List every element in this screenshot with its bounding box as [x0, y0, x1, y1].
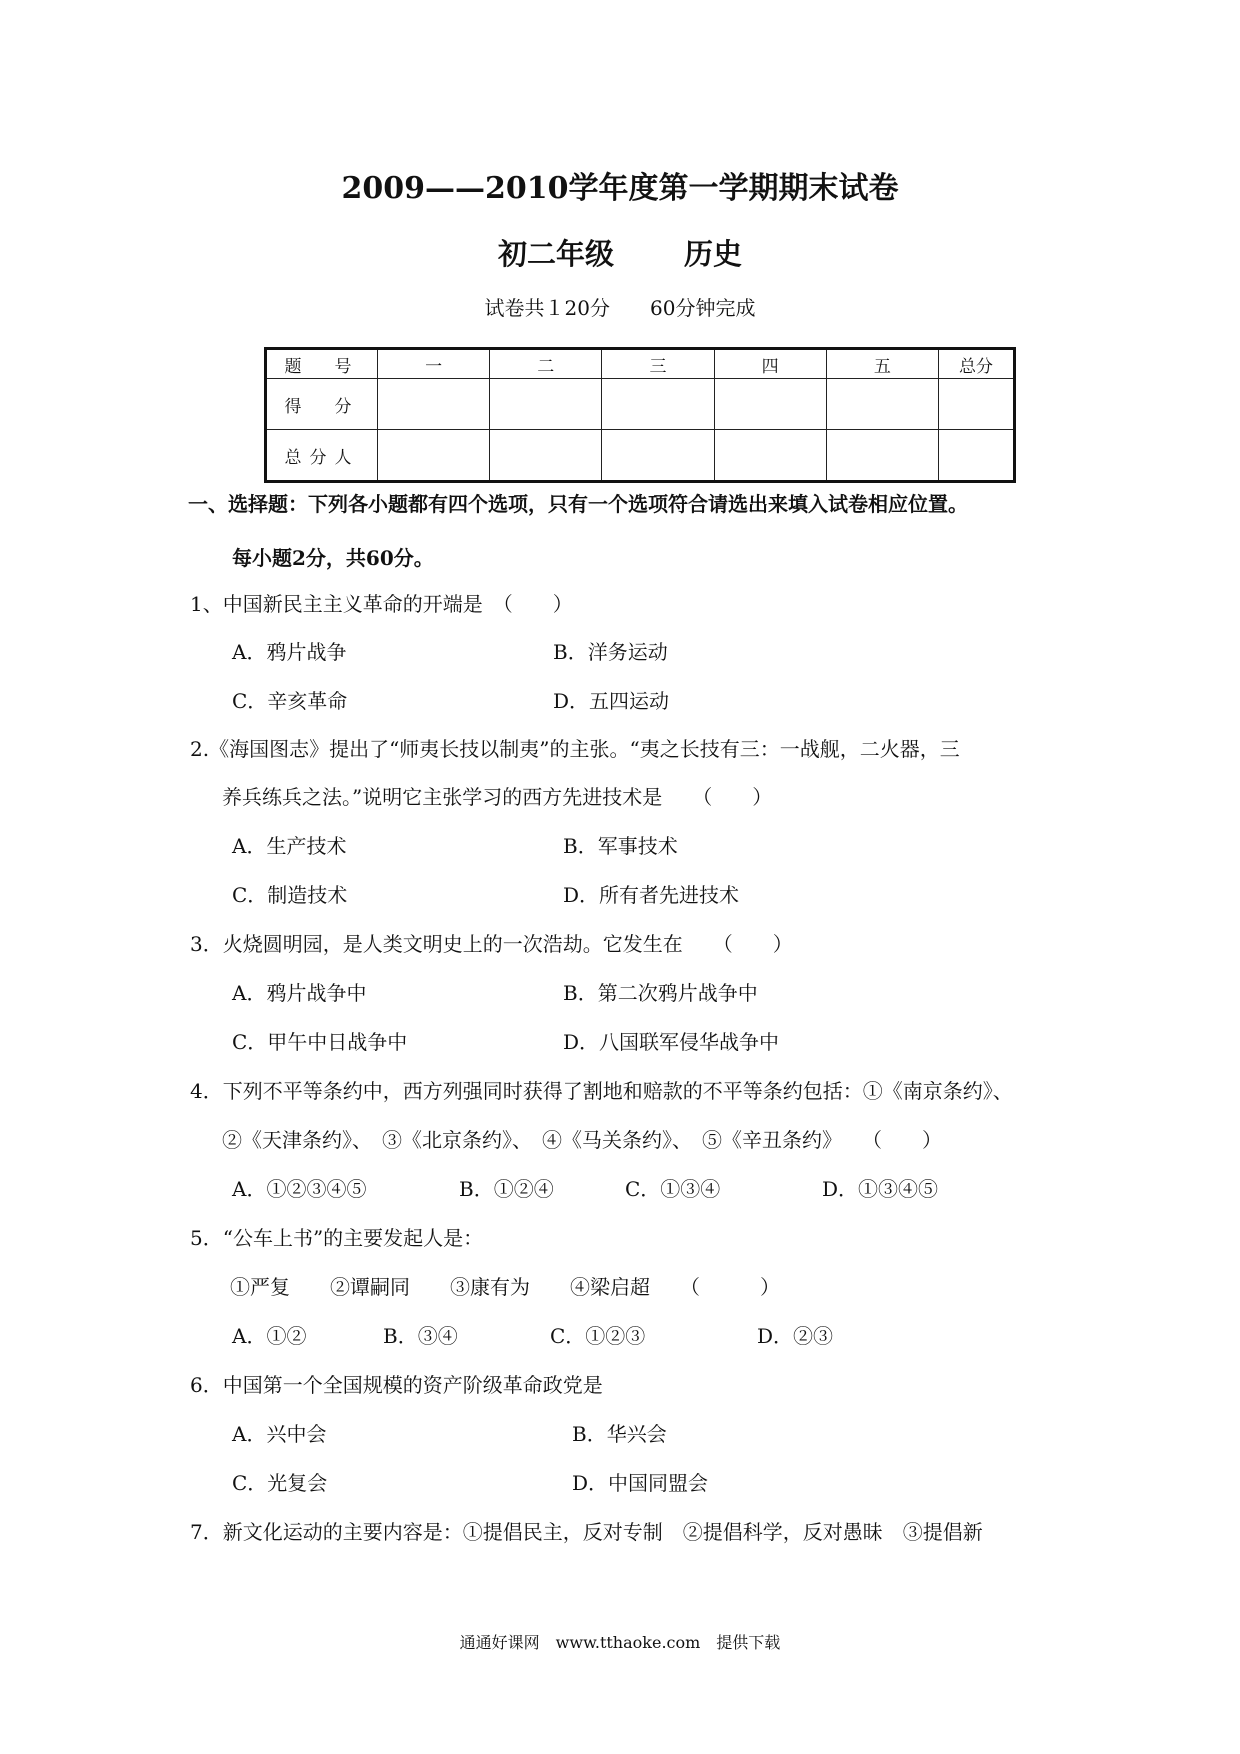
column-5: 五 — [826, 349, 938, 379]
score-table — [264, 347, 1016, 483]
score-cell[interactable] — [602, 379, 714, 430]
option-d: D．中国同盟会 — [572, 1471, 709, 1495]
option-d: D．①③④⑤ — [822, 1177, 939, 1201]
question-stem: 6．中国第一个全国规模的资产阶级革命政党是 — [190, 1373, 603, 1397]
score-cell[interactable] — [490, 379, 602, 430]
option-c: C．①③④ — [625, 1177, 721, 1201]
option-a: A．①②③④⑤ — [232, 1177, 367, 1201]
column-total: 总分 — [939, 349, 1015, 379]
grader-cell[interactable] — [378, 430, 490, 482]
option-c: C．制造技术 — [232, 883, 348, 907]
column-4: 四 — [714, 349, 826, 379]
option-d: D．②③ — [757, 1324, 834, 1348]
question-stem-continued: ②《天津条约》、 ③《北京条约》、 ④《马关条约》、 ⑤《辛丑条约》 （ ） — [222, 1128, 942, 1152]
column-3: 三 — [602, 349, 714, 379]
question-stem: 1、中国新民主主义革命的开端是 （ ） — [190, 592, 573, 616]
row-label-question-number: 题 号 — [266, 349, 378, 379]
subject-label: 历史 — [684, 237, 743, 271]
option-a: A．①② — [232, 1324, 307, 1348]
score-cell[interactable] — [378, 379, 490, 430]
column-2: 二 — [490, 349, 602, 379]
score-cell[interactable] — [714, 379, 826, 430]
exam-subtitle — [0, 232, 1240, 273]
question-stem: 7．新文化运动的主要内容是：①提倡民主，反对专制 ②提倡科学，反对愚昧 ③提倡新 — [190, 1520, 983, 1544]
total-points: 试卷共１20分 — [484, 296, 610, 320]
column-1: 一 — [378, 349, 490, 379]
page-footer: 通通好课网 www.tthaoke.com 提供下载 — [459, 1633, 781, 1652]
question-stem: 5．“公车上书”的主要发起人是： — [190, 1226, 484, 1250]
option-c: C．①②③ — [550, 1324, 646, 1348]
question-stem-continued: 养兵练兵之法。”说明它主张学习的西方先进技术是 （ ） — [222, 785, 773, 809]
option-b: B．军事技术 — [563, 834, 678, 858]
option-c: C．辛亥革命 — [232, 689, 348, 713]
exam-meta — [0, 292, 1240, 321]
option-c: C．光复会 — [232, 1471, 328, 1495]
question-stem-continued: ①严复 ②谭嗣同 ③康有为 ④梁启超 （ ） — [230, 1275, 780, 1299]
section-heading: 一、选择题：下列各小题都有四个选项，只有一个选项符合请选出来填入试卷相应位置。 — [188, 492, 968, 516]
row-label-grader: 总分人 — [266, 430, 378, 482]
option-b: B．洋务运动 — [553, 640, 668, 664]
score-table-header-row — [266, 349, 1015, 379]
option-b: B．③④ — [383, 1324, 458, 1348]
score-cell[interactable] — [939, 379, 1015, 430]
section-subheading: 每小题2分，共60分。 — [232, 546, 434, 570]
grader-cell[interactable] — [826, 430, 938, 482]
score-cell[interactable] — [826, 379, 938, 430]
option-d: D．所有者先进技术 — [563, 883, 740, 907]
option-b: B．华兴会 — [572, 1422, 667, 1446]
grader-cell[interactable] — [939, 430, 1015, 482]
question-stem: 2.《海国图志》提出了“师夷长技以制夷”的主张。“夷之长技有三：一战舰，二火器，三 — [190, 737, 960, 761]
option-a: A．鸦片战争 — [232, 640, 347, 664]
question-stem: 3．火烧圆明园，是人类文明史上的一次浩劫。它发生在 （ ） — [190, 932, 793, 956]
score-table-score-row — [266, 379, 1015, 430]
option-a: A．兴中会 — [232, 1422, 327, 1446]
option-b: B．①②④ — [459, 1177, 554, 1201]
option-a: A．生产技术 — [232, 834, 347, 858]
option-c: C．甲午中日战争中 — [232, 1030, 408, 1054]
grader-cell[interactable] — [490, 430, 602, 482]
option-b: B．第二次鸦片战争中 — [563, 981, 758, 1005]
grade-label: 初二年级 — [497, 237, 614, 271]
exam-title: 2009——2010学年度第一学期期末试卷 — [341, 171, 899, 206]
question-stem: 4．下列不平等条约中，西方列强同时获得了割地和赔款的不平等条约包括：①《南京条约》、 — [190, 1079, 1013, 1103]
duration: 60分钟完成 — [650, 296, 756, 320]
grader-cell[interactable] — [602, 430, 714, 482]
option-a: A．鸦片战争中 — [232, 981, 367, 1005]
row-label-score: 得 分 — [266, 379, 378, 430]
option-d: D．五四运动 — [553, 689, 670, 713]
option-d: D．八国联军侵华战争中 — [563, 1030, 780, 1054]
grader-cell[interactable] — [714, 430, 826, 482]
score-table-grader-row — [266, 430, 1015, 482]
